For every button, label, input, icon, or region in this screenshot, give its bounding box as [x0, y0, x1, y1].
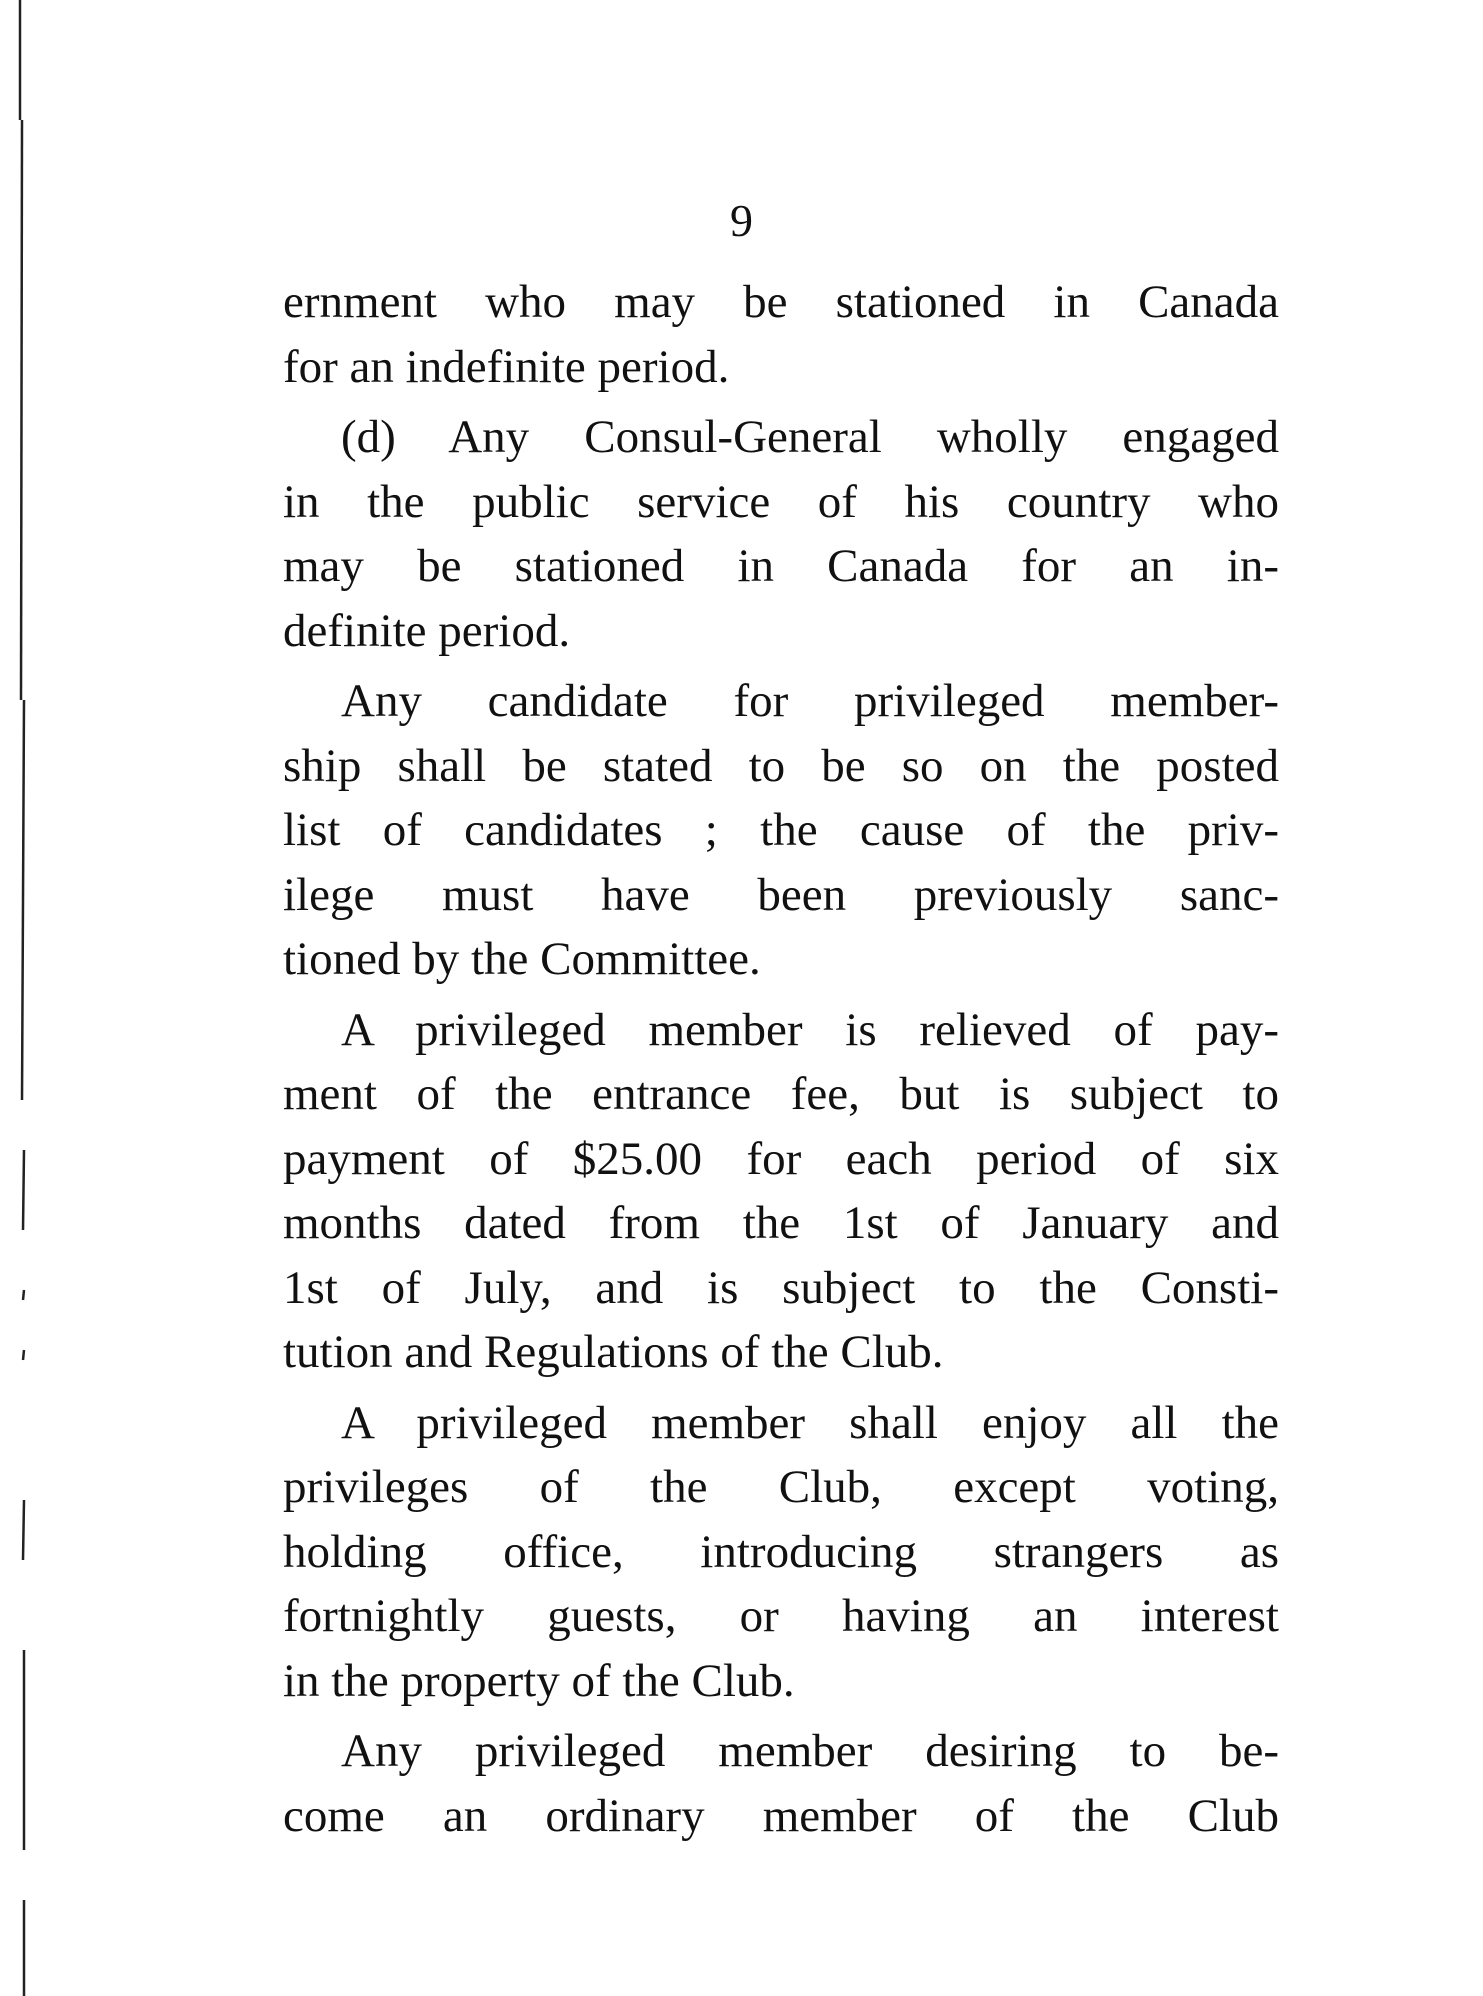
text-line: A privileged member shall enjoy all the — [341, 1396, 1279, 1449]
text-line: 1st of July, and is subject to the Consti- — [283, 1261, 1279, 1314]
text-line: in the public service of his country who — [283, 475, 1279, 528]
text-line: tution and Regulations of the Club. — [283, 1326, 944, 1378]
text-line: Any privileged member desiring to be- — [341, 1725, 1279, 1777]
text-line: ship shall be stated to be so on the posted — [283, 739, 1279, 792]
text-line: (d) Any Consul-General wholly engaged — [341, 411, 1279, 463]
text-line: definite period. — [283, 604, 571, 657]
scan-edge-marks — [0, 0, 40, 1996]
text-line: months dated from the 1st of January and — [283, 1197, 1279, 1249]
text-line: ilege must have been previously sanc- — [283, 868, 1279, 921]
text-line: may be stationed in Canada for an in- — [283, 540, 1279, 592]
text-line: ernment who may be stationed in Canada — [283, 276, 1279, 328]
text-line: list of candidates ; the cause of the priv- — [283, 804, 1279, 856]
text-line: come an ordinary member of the Club — [283, 1789, 1279, 1842]
text-line: for an indefinite period. — [283, 340, 730, 393]
text-line: A privileged member is relieved of pay- — [341, 1003, 1279, 1056]
text-line: fortnightly guests, or having an interest — [283, 1590, 1279, 1642]
text-line: tioned by the Committee. — [283, 933, 761, 985]
page-number: 9 — [730, 195, 753, 246]
text-line: holding office, introducing strangers as — [283, 1525, 1279, 1578]
text-line: privileges of the Club, except voting, — [283, 1461, 1279, 1513]
text-line: payment of $25.00 for each period of six — [283, 1132, 1279, 1185]
text-line: Any candidate for privileged member- — [341, 675, 1279, 727]
text-line: ment of the entrance fee, but is subject to — [283, 1068, 1279, 1120]
body-text — [283, 270, 1279, 1848]
text-line: in the property of the Club. — [283, 1654, 795, 1707]
